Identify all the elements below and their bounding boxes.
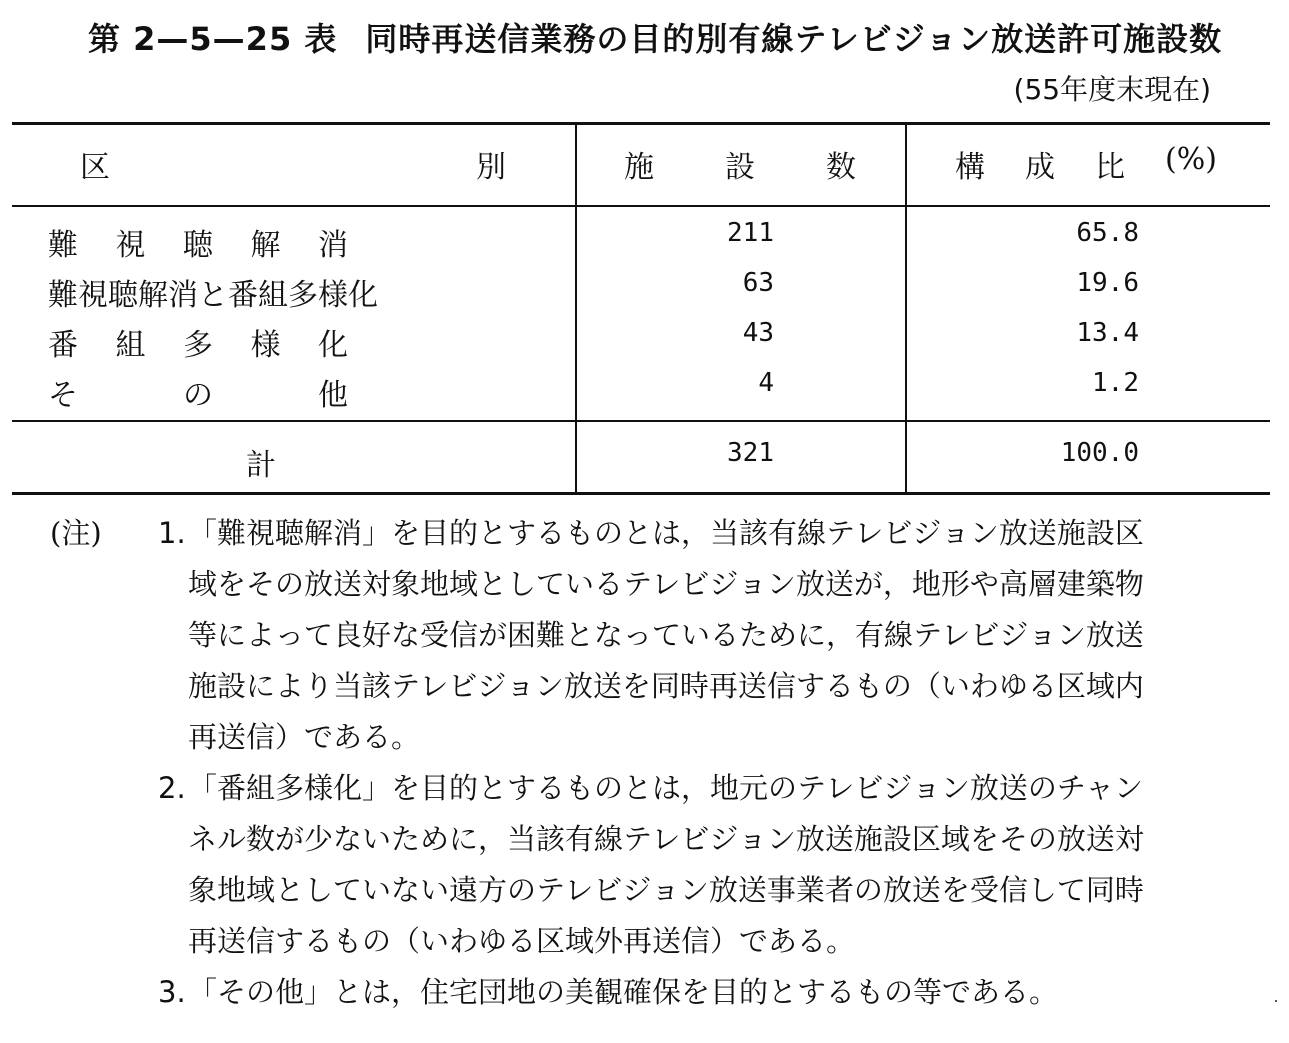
row-label-char: 化 xyxy=(318,328,348,363)
note-line: 等によって良好な受信が困難となっているために，有線テレビジョン放送 xyxy=(188,618,1144,652)
table-bottom-rule xyxy=(12,492,1270,495)
row-label-char: 多 xyxy=(183,328,213,363)
note-line: 象地域としていない遠方のテレビジョン放送事業者の放送を受信して同時 xyxy=(188,873,1144,907)
note-line: ネル数が少ないために，当該有線テレビジョン放送施設区域をその放送対 xyxy=(188,822,1144,856)
note-number: 1. xyxy=(158,516,186,550)
ratio-value: 65.8 xyxy=(1076,218,1139,248)
row-label-char: 難 xyxy=(48,228,78,263)
note-line: 「番組多様化」を目的とするものとは，地元のテレビジョン放送のチャン xyxy=(188,771,1143,805)
row-label xyxy=(48,320,348,364)
row-label-char: 番 xyxy=(48,328,78,363)
total-top-rule xyxy=(12,420,1270,422)
notes-prefix: (注) xyxy=(50,516,102,550)
total-label: 計 xyxy=(246,448,276,483)
table-top-rule xyxy=(12,122,1270,125)
header-category: 区 別 xyxy=(80,150,506,185)
note-line: 「その他」とは，住宅団地の美観確保を目的とするもの等である。 xyxy=(188,975,1059,1009)
table-number: 第 2—5—25 表 xyxy=(88,20,338,58)
table-title xyxy=(88,14,1222,60)
ratio-value: 1.2 xyxy=(1092,368,1139,398)
facilities-value: 63 xyxy=(742,268,774,298)
header-ratio: 構 成 比 (%) xyxy=(955,142,1217,185)
row-label xyxy=(48,370,348,414)
row-label-char: 他 xyxy=(318,378,348,413)
note-item xyxy=(158,967,1273,1018)
table-title-text: 同時再送信業務の目的別有線テレビジョン放送許可施設数 xyxy=(365,20,1223,58)
facilities-value: 4 xyxy=(758,368,774,398)
row-label-char: 視 xyxy=(115,228,146,263)
row-label-char: そ xyxy=(48,378,78,413)
header-facilities: 施 設 数 xyxy=(624,150,856,185)
stray-mark xyxy=(1275,1000,1277,1002)
note-item xyxy=(158,508,1273,763)
total-ratio: 100.0 xyxy=(1060,438,1139,468)
as-of-date: (55年度末現在) xyxy=(1013,73,1211,106)
row-label-char: 解 xyxy=(250,228,281,263)
header-bottom-rule xyxy=(12,205,1270,207)
note-number: 3. xyxy=(158,975,186,1009)
note-item xyxy=(158,763,1273,967)
note-line: 施設により当該テレビジョン放送を同時再送信するもの（いわゆる区域内 xyxy=(188,669,1144,703)
facilities-value: 211 xyxy=(727,218,774,248)
row-label-char: 聴 xyxy=(183,228,213,263)
row-label-char: の xyxy=(183,378,213,413)
row-label-char: 様 xyxy=(250,328,281,363)
row-label-char: 消 xyxy=(318,228,348,263)
column-divider-1 xyxy=(575,124,577,492)
facilities-value: 43 xyxy=(742,318,774,348)
row-label: 難視聴解消と番組多様化 xyxy=(48,278,378,313)
note-line: 再送信）である。 xyxy=(188,720,421,754)
ratio-value: 13.4 xyxy=(1076,318,1139,348)
note-line: 「難視聴解消」を目的とするものとは，当該有線テレビジョン放送施設区 xyxy=(188,516,1144,550)
row-label-char: 組 xyxy=(115,328,146,363)
total-facilities: 321 xyxy=(727,438,774,468)
note-line: 再送信するもの（いわゆる区域外再送信）である。 xyxy=(188,924,856,958)
column-divider-2 xyxy=(905,124,907,492)
note-line: 域をその放送対象地域としているテレビジョン放送が，地形や高層建築物 xyxy=(188,567,1144,601)
ratio-value: 19.6 xyxy=(1076,268,1139,298)
note-number: 2. xyxy=(158,771,186,805)
row-label xyxy=(48,220,348,264)
